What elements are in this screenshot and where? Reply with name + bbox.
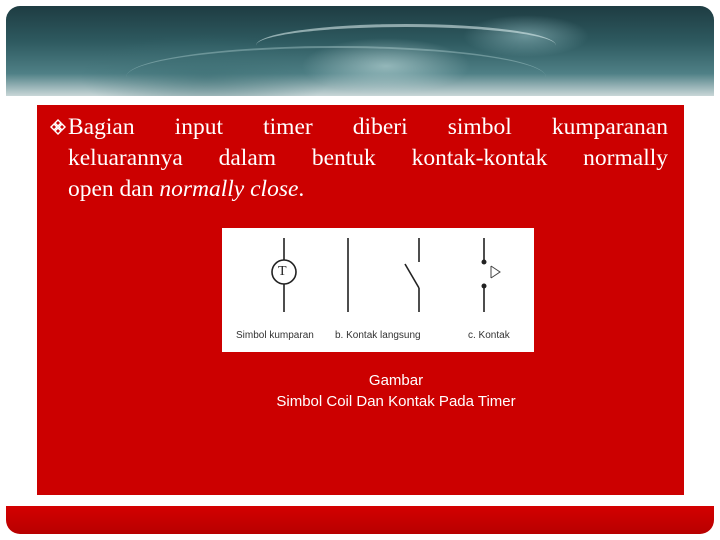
label-coil-symbol: Simbol kumparan (236, 330, 314, 341)
footer-banner (6, 506, 714, 534)
timer-contact-dot (482, 260, 487, 265)
timer-contact-arrow (491, 266, 500, 278)
bullet-text-period: . (298, 176, 305, 202)
header-banner (6, 6, 714, 96)
bullet-paragraph (68, 112, 668, 205)
label-contact: c. Kontak (468, 330, 510, 341)
switch-blade (405, 264, 419, 288)
coil-letter: T (278, 264, 287, 279)
bullet-line (68, 174, 668, 205)
bullet-text-plain: open dan (68, 176, 160, 202)
bullet-text-italic: normally close (159, 176, 299, 202)
caption-title: Gambar (368, 372, 424, 389)
diamond-bullet-icon (49, 118, 67, 136)
caption-subtitle: Simbol Coil Dan Kontak Pada Timer (276, 393, 516, 410)
bullet-line: keluarannya dalam bentuk kontak-kontak normally (68, 145, 668, 171)
label-direct-contact: b. Kontak langsung (335, 330, 421, 341)
bullet-line: Bagian input timer diberi simbol kumparanan (68, 114, 668, 140)
